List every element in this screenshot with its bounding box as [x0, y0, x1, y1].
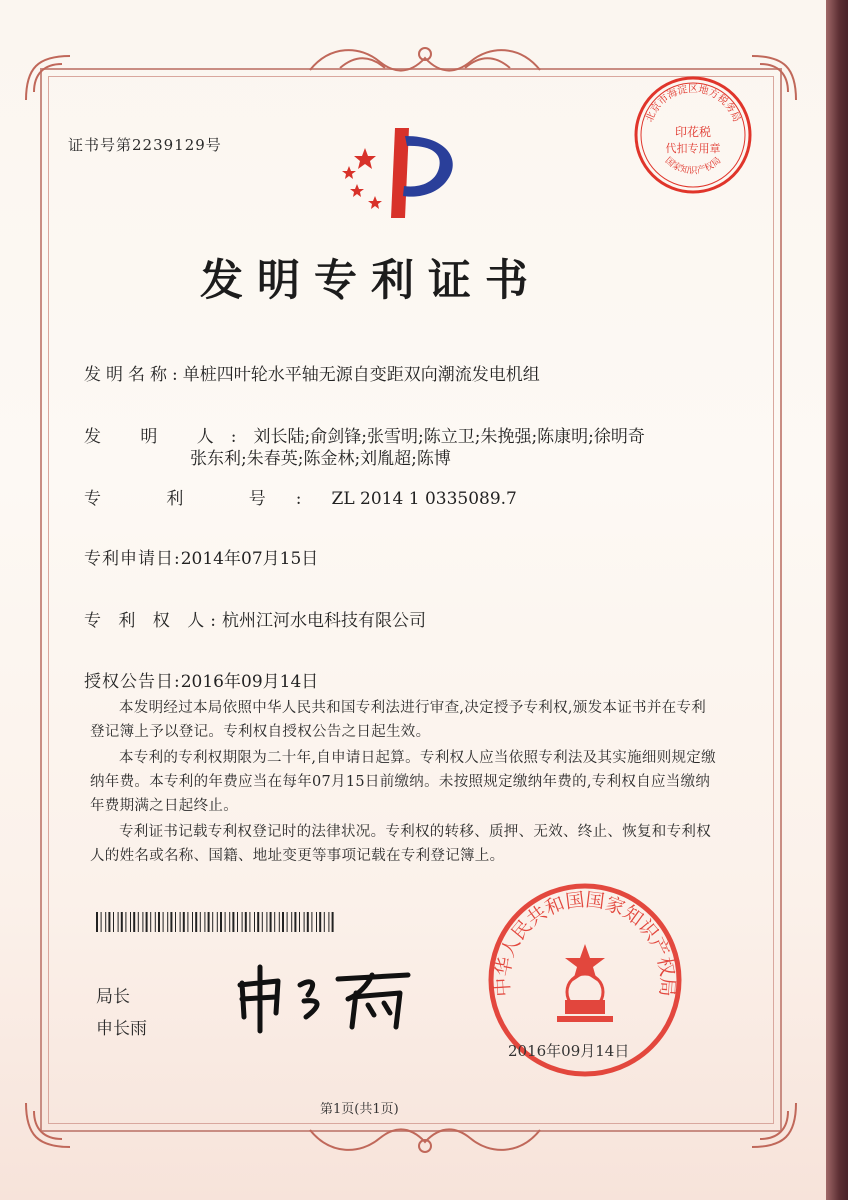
barcode-bar	[291, 912, 292, 932]
document-title: 发明专利证书	[200, 256, 542, 306]
page-indicator: 第1页(共1页)	[320, 1102, 399, 1117]
barcode-bar	[113, 912, 114, 932]
barcode-bar	[130, 912, 131, 932]
barcode-bar	[158, 912, 160, 932]
corner-ornament-icon	[18, 1095, 78, 1155]
barcode-bar	[167, 912, 168, 932]
barcode-bar	[125, 912, 126, 932]
director-title: 局长	[96, 987, 130, 1007]
barcode-bar	[304, 912, 305, 932]
grant-date-label: 授权公告日:	[84, 672, 181, 692]
barcode-bar	[307, 912, 309, 932]
barcode-bar	[212, 912, 213, 932]
barcode-bar	[138, 912, 139, 932]
barcode-bar	[232, 912, 234, 932]
barcode-bar	[262, 912, 263, 932]
barcode-bar	[332, 912, 334, 932]
patentee-label: 专 利 权 人:	[84, 611, 222, 631]
barcode-bar	[121, 912, 123, 932]
barcode-bar	[229, 912, 230, 932]
barcode-bar	[242, 912, 243, 932]
barcode-bar	[287, 912, 288, 932]
barcode-bar	[192, 912, 193, 932]
tax-stamp-icon	[632, 74, 754, 196]
barcode-bar	[217, 912, 218, 932]
barcode-bar	[245, 912, 247, 932]
invention-name-value: 单桩四叶轮水平轴无源自变距双向潮流发电机组	[182, 365, 540, 385]
barcode-bar	[249, 912, 250, 932]
barcode-bar	[146, 912, 148, 932]
patent-number-row	[84, 484, 517, 509]
barcode-bar	[311, 912, 312, 932]
barcode-bar	[187, 912, 188, 932]
barcode-bar	[183, 912, 185, 932]
barcode-bar	[237, 912, 238, 932]
invention-name-row	[84, 360, 540, 385]
tax-stamp-inner-1: 印花税	[674, 125, 712, 139]
statement-paragraph: 本专利的专利权期限为二十年,自申请日起算。专利权人应当依照专利法及其实施细则规定缴纳年费。本专利的年费应当在每年07月15日前缴纳。未按照规定缴纳年费的,专利权自应当缴纳年费期满之日起终止。	[90, 750, 716, 814]
barcode-bar	[155, 912, 156, 932]
barcode-bar	[133, 912, 135, 932]
tax-stamp-inner-2: 代扣专用章	[665, 142, 721, 155]
barcode-bar	[257, 912, 259, 932]
seal-date: 2016年09月14日	[508, 1042, 630, 1060]
barcode-bar	[328, 912, 329, 932]
director-name: 申长雨	[96, 1019, 147, 1039]
barcode-bar	[118, 912, 119, 932]
barcode-bar	[324, 912, 325, 932]
barcode-bar	[225, 912, 226, 932]
barcode-bar	[294, 912, 296, 932]
inventors-value-line2: 张东利;朱春英;陈金林;刘胤超;陈博	[190, 449, 451, 469]
patentee-row	[84, 606, 426, 631]
barcode-bar	[96, 912, 98, 932]
invention-name-label: 发明名称:	[84, 365, 183, 385]
svg-text:国家知识产权局	[663, 155, 723, 176]
svg-text:中华人民共和国国家知识产权局	[492, 889, 679, 997]
barcode-bar	[208, 912, 210, 932]
barcode-bar	[282, 912, 284, 932]
grant-date-value: 2016年09月14日	[180, 672, 319, 692]
grant-date-row	[84, 667, 318, 692]
barcode-bar	[316, 912, 317, 932]
barcode-bar	[163, 912, 164, 932]
barcode-bar	[150, 912, 151, 932]
patent-number-value: ZL 2014 1 0335089.7	[331, 489, 517, 509]
barcode-bar	[279, 912, 280, 932]
patentee-value: 杭州江河水电科技有限公司	[221, 611, 426, 631]
barcode-bar	[170, 912, 172, 932]
certificate-number: 证书号第2239129号	[68, 136, 222, 154]
bottom-ornament-icon	[300, 1120, 550, 1160]
inventors-label: 发 明 人:	[84, 427, 254, 447]
barcode-bar	[142, 912, 143, 932]
barcode-bar	[319, 912, 321, 932]
director-signature-icon	[230, 955, 430, 1035]
office-seal-text: 中华人民共和国国家知识产权局	[491, 888, 679, 998]
inventors-value-line1: 刘长陆;俞剑锋;张雪明;陈立卫;朱挽强;陈康明;徐明奇	[253, 427, 645, 447]
barcode-bar	[274, 912, 275, 932]
folder-edge	[826, 0, 848, 1200]
barcode-bar	[101, 912, 102, 932]
tax-stamp-bottom-text: 国家知识产权局	[662, 155, 724, 177]
barcode-bar	[254, 912, 255, 932]
barcode-bar	[195, 912, 197, 932]
barcode-bar	[299, 912, 300, 932]
barcode-bar	[180, 912, 181, 932]
filing-date-value: 2014年07月15日	[180, 549, 319, 569]
corner-ornament-icon	[18, 48, 78, 108]
barcode-bar	[200, 912, 201, 932]
barcode-bar	[220, 912, 222, 932]
barcode-bar	[204, 912, 205, 932]
statement-paragraph: 本发明经过本局依照中华人民共和国专利法进行审查,决定授予专利权,颁发本证书并在专利登记簿上予以登记。专利权自授权公告之日起生效。	[90, 700, 707, 740]
top-ornament-icon	[300, 40, 550, 80]
statement-paragraph: 专利证书记载专利权登记时的法律状况。专利权的转移、质押、无效、终止、恢复和专利权人的姓名或名称、国籍、地址变更等事项记载在专利登记簿上。	[90, 824, 711, 864]
filing-date-row	[84, 544, 318, 569]
barcode-icon	[96, 912, 336, 932]
barcode-bar	[105, 912, 106, 932]
barcode-bar	[108, 912, 110, 932]
filing-date-label: 专利申请日:	[84, 549, 181, 569]
patent-office-logo-icon	[335, 118, 470, 223]
barcode-bar	[175, 912, 176, 932]
patent-number-label: 专 利 号:	[84, 489, 332, 509]
barcode-bar	[270, 912, 272, 932]
corner-ornament-icon	[744, 1095, 804, 1155]
tax-stamp-outer-text: 北京市海淀区地方税务局	[644, 84, 742, 124]
barcode-bar	[266, 912, 267, 932]
